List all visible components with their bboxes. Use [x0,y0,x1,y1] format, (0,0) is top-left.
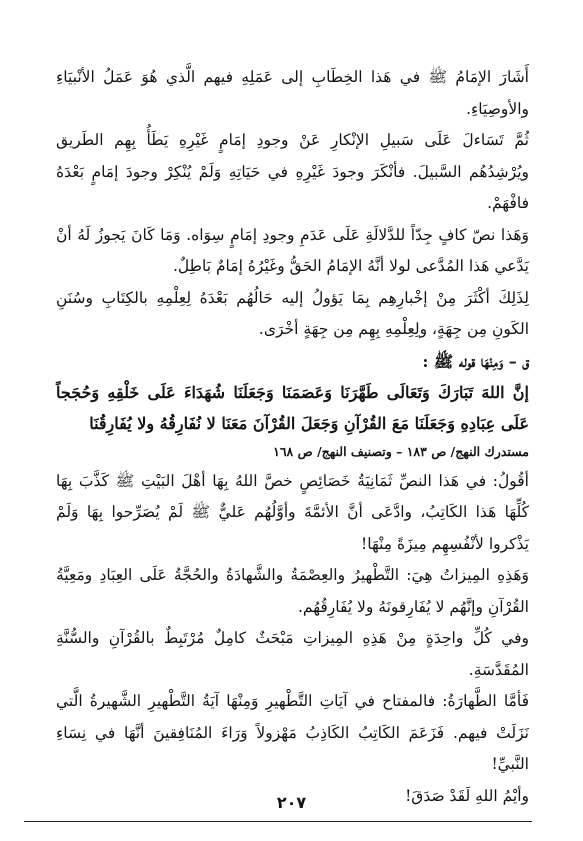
page-number: ٢٠٧ [276,793,307,812]
paragraph-2: ثُمَّ تَسَاءلَ عَلَى سَبيلِ الإنْكارِ عَنْ وجودِ إمَامٍ غَيْرِهِ يَطَأُ بِهِم الطَريق ويُرْشِدُهُم السَّبيلَ. فأنْكَرَ وجودَ غَيْرِهِ في حَيَاتِهِ وَلَمْ يُنْكِرْ وجودَ إمَامٍ بَعْدَهُ فافْهَمْ. [56,131,529,212]
source-reference: مستدرك النهج/ ص ١٨٣ – وتصنيف النهج/ ص ١٦٨ [273,443,529,459]
paragraph-5: أقُولُ: في هَذا النصِّ ثَمَانِيَةُ خَصَائِصٍ خصَّ اللهُ بِهَا أهْلَ البَيْتِ ﷺ كَذَّبَ بِهَا كُلِّهَا هَذا الكَاتِبُ، وادَّعَى أنَّ الأئمَّةَ وأوَّلُهُم عَليٌّ ﷺ لَمْ يُصَرِّحوا بِهَا وَلَمْ يَذْكروا لأنْفُسِهِم مِيزَةً مِنْهَا! [56,471,529,553]
paragraph-1: أَشَارَ الإمَامُ ﷺ في هَذا الخِطَابِ إلى عَمَلِهِ فيهم الَّذي هُوَ عَمَلُ الأنْبيَاءِ والأوصِيَاءِ. [56,68,529,118]
paragraph-3: وَهَذا نصّ كافٍ جِدّاً للدَّلالَةِ عَلَى عَدَمِ وجودِ إمَامٍ سِوَاه. وَمَا كَانَ يَجوزُ لَهُ أنْ يَدَّعي هَذا المُدَّعى لولا أنَّهُ الإمَامُ الحَقُّ وغَيْرُهُ إمَامٌ بَاطِلٌ. [56,225,529,275]
paragraph-4: لِذَلِكَ أكْثَرَ مِنْ إخْبارِهِم بِمَا يَؤولُ إليه حَالُهُم بَعْدَهُ لِعِلْمِهِ بالكِتَابِ وسُنَنِ الكَونِ مِن جِهَةٍ، ولِعِلْمِهِ بِهِم مِن جِهَةٍ أخْرَى. [56,288,529,338]
paragraph-8: فَأمَّا الطَّهارَةُ: فالمفتاح في آيَاتِ التَّطْهيرِ وَمِنْهَا آيَةُ التَّطْهيرِ الشَّهيرةُ الَّتي نَزَلَتْ فيهم. فَزَعَمَ الكَاتِبُ الكَاذِبُ مَهْزولاً وَرَاءَ المُنَافِقينَ أنَّهَا في نِسَاءِ النَّبيِّ! [56,692,529,773]
footer-rule [24,821,532,822]
paragraph-9: وأيْمُ اللهِ لَقَدْ صَدَقَ! [405,786,529,805]
page-body [56,62,529,812]
paragraph-6: وَهَذِهِ المِيزاتُ هِيَ: التَّطْهيرُ والعِصْمَةُ والشَّهادَةُ والحُجَّةُ عَلَى العِبَادِ ومَعِيَّةُ القُرْآنِ وإنَّهُم لا يُفَارِقونَهُ ولا يُفَارِقُهُم. [56,566,529,616]
section-heading: ق – وَمِنْهَا قوله ﷺ : [422,351,529,371]
hadith-quote: إنَّ اللهَ تَبَارَكَ وَتَعَالَى طَهَّرَنَا وَعَصَمَنَا وَجَعَلَنَا شُهَدَاءَ عَلَى خَلْقِهِ وَحُجَجاً عَلَى عِبَادِهِ وَجَعَلَنَا مَعَ القُرْآنِ وَجَعَلَ القُرْآنَ مَعَنَا لا نُفَارِقُهُ ولا يُفَارِقُنَا [56,382,529,433]
paragraph-7: وفي كُلِّ واحِدَةٍ مِنْ هَذِهِ المِيزاتِ مَبْحَثٌ كامِلٌ مُرْتَبِطٌ بالقُرْآنِ والسُّنَّةِ المُقَدَّسَةِ. [56,629,529,679]
